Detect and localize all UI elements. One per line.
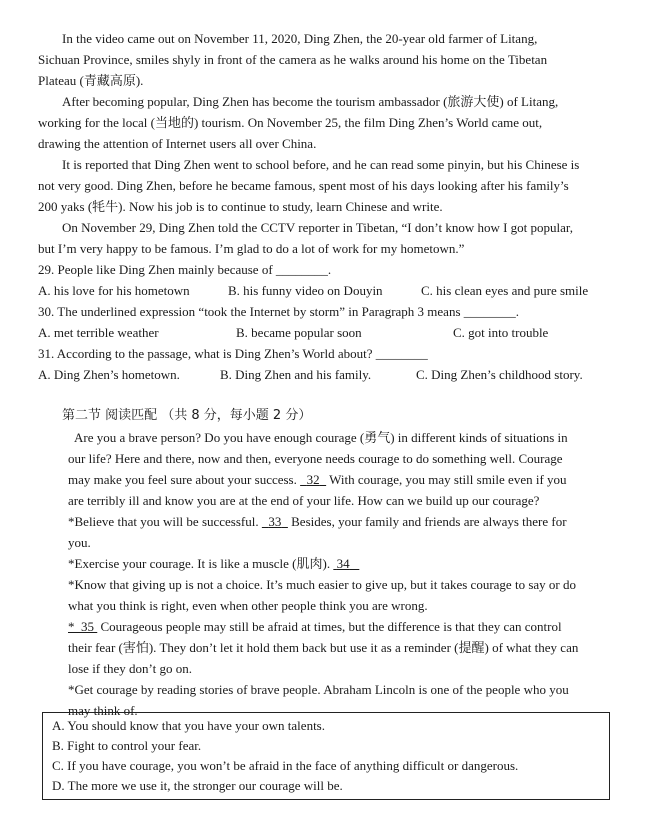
bullet-believe-rest: Besides, your family and friends are always there for — [291, 514, 567, 529]
choice-c: C. If you have courage, you won’t be afraid in the face of anything difficult or dangerous. — [52, 758, 519, 773]
choice-a: A. You should know that you have your own talents. — [52, 718, 325, 733]
p2-line-3: drawing the attention of Internet users all over China. — [38, 136, 317, 151]
question-29-option-b: B. his funny video on Douyin — [228, 283, 383, 298]
intro-line-2: our life? Here and there, now and then, everyone needs courage to do something well. Courage — [68, 451, 563, 466]
question-31-option-b: B. Ding Zhen and his family. — [220, 367, 372, 382]
intro-line-4: are terribly ill and know you are at the end of your life. How can we build up our courage? — [68, 493, 540, 508]
blank-34-number: 34 — [336, 556, 350, 571]
choice-b: B. Fight to control your fear. — [52, 738, 202, 753]
question-29-option-c: C. his clean eyes and pure smile — [421, 283, 589, 298]
blank-35-number: 35 — [81, 619, 94, 634]
bullet-35-line-2: their fear (害怕). They don’t let it hold them back but use it as a reminder (提醒) of what they can — [68, 640, 579, 655]
p1-line-2: Sichuan Province, smiles shyly in front of the camera as he walks around his home on the Tibetan — [38, 52, 548, 67]
section-heading: 第二节 阅读匹配 （共 8 分，每小题 2 分） — [62, 408, 312, 423]
p1-line-3: Plateau (青藏高原). — [38, 73, 144, 88]
p2-line-1: After becoming popular, Ding Zhen has become the tourism ambassador (旅游大使) of Litang, — [62, 94, 559, 109]
p3-line-1: It is reported that Ding Zhen went to school before, and he can read some pinyin, but his Chinese is — [62, 157, 580, 172]
blank-33-number: 33 — [268, 514, 282, 529]
bullet-know-line-2: what you think is right, even when other people think you are wrong. — [68, 598, 428, 613]
question-30-option-c: C. got into trouble — [453, 325, 549, 340]
question-30-option-a: A. met terrible weather — [38, 325, 159, 340]
p3-line-3: 200 yaks (牦牛). Now his job is to continue to study, learn Chinese and write. — [38, 199, 443, 214]
blank-32-number: 32 — [306, 472, 320, 487]
p2-line-2: working for the local (当地的) tourism. On November 25, the film Ding Zhen’s World came out, — [38, 115, 543, 130]
p4-line-1: On November 29, Ding Zhen told the CCTV reporter in Tibetan, “I don’t know how I got popular, — [62, 220, 573, 235]
question-29-option-a: A. his love for his hometown — [38, 283, 190, 298]
question-31-option-a: A. Ding Zhen’s hometown. — [38, 367, 180, 382]
bullet-lincoln-line-2: may think of. — [68, 703, 138, 718]
intro-line-3-text: may make you feel sure about your success. — [68, 472, 297, 487]
bullet-know-line-1: *Know that giving up is not a choice. It’s much easier to give up, but it takes courage to say or do — [68, 577, 576, 592]
bullet-believe-line-2: you. — [68, 535, 91, 550]
question-31-stem: 31. According to the passage, what is Ding Zhen’s World about? ________ — [38, 346, 428, 361]
question-29-stem: 29. People like Ding Zhen mainly because of ________. — [38, 262, 332, 277]
bullet-lincoln-line-1: *Get courage by reading stories of brave people. Abraham Lincoln is one of the people who you — [68, 682, 569, 697]
p4-line-2: but I’m very happy to be famous. I’m glad to do a lot of work for my hometown.” — [38, 241, 465, 256]
choice-d: D. The more we use it, the stronger our courage will be. — [52, 778, 343, 793]
bullet-star: * — [68, 619, 75, 634]
bullet-35-line-3: lose if they don’t go on. — [68, 661, 192, 676]
p1-line-1: In the video came out on November 11, 2020, Ding Zhen, the 20-year old farmer of Litang, — [62, 31, 538, 46]
blank-33 — [262, 514, 288, 529]
bullet-exercise — [68, 555, 359, 573]
blank-35 — [68, 619, 97, 634]
question-31-option-c: C. Ding Zhen’s childhood story. — [416, 367, 583, 382]
bullet-exercise-text: *Exercise your courage. It is like a muscle (肌肉). — [68, 556, 331, 571]
question-30-stem: 30. The underlined expression “took the Internet by storm” in Paragraph 3 means ________. — [38, 304, 520, 319]
bullet-35 — [68, 618, 562, 636]
question-30-option-b: B. became popular soon — [236, 325, 362, 340]
blank-34 — [333, 556, 359, 571]
bullet-35-text: Courageous people may still be afraid at times, but the difference is that they can control — [100, 619, 562, 634]
bullet-believe — [68, 513, 567, 531]
p3-line-2: not very good. Ding Zhen, before he became famous, spent most of his days looking after his family’s — [38, 178, 569, 193]
intro-line-1: Are you a brave person? Do you have enough courage (勇气) in different kinds of situations in — [74, 430, 568, 445]
intro-line-3-rest: With courage, you may still smile even if you — [329, 472, 567, 487]
blank-32 — [300, 472, 326, 487]
bullet-believe-text: *Believe that you will be successful. — [68, 514, 259, 529]
intro-line-3 — [68, 471, 567, 489]
